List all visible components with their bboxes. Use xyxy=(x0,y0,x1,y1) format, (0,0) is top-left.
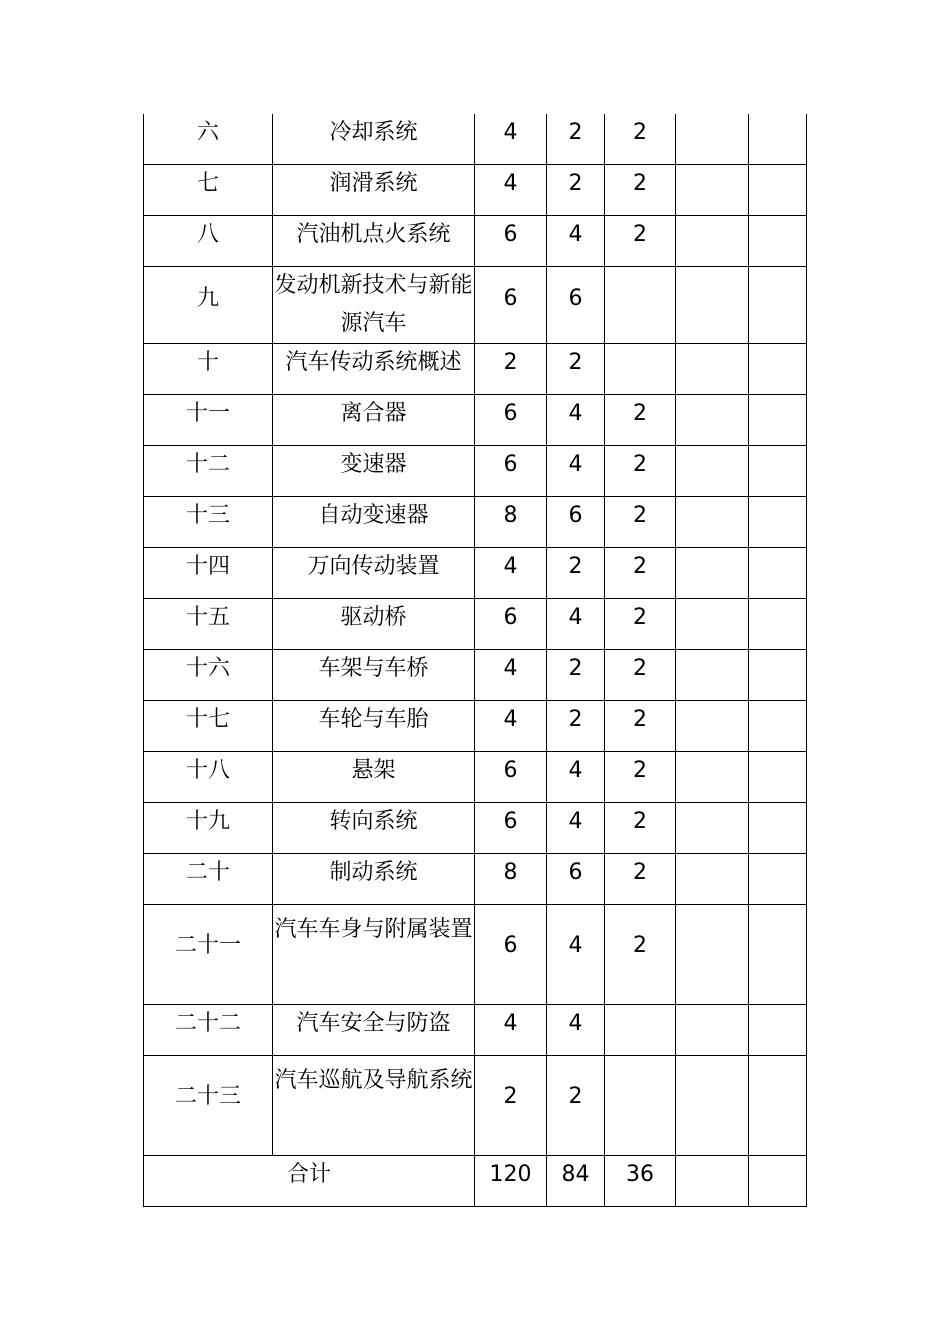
empty-cell xyxy=(676,1156,749,1207)
theory-hours-cell: 4 xyxy=(547,395,605,446)
chapter-name-cell: 万向传动装置 xyxy=(273,548,475,599)
theory-hours-cell: 6 xyxy=(547,854,605,905)
total-hours-cell: 6 xyxy=(475,599,547,650)
chapter-name-cell: 自动变速器 xyxy=(273,497,475,548)
chapter-number-cell: 十五 xyxy=(144,599,273,650)
empty-cell xyxy=(749,446,807,497)
table-row xyxy=(144,344,807,395)
total-hours-cell: 8 xyxy=(475,497,547,548)
chapter-number-cell: 十三 xyxy=(144,497,273,548)
practice-hours-cell: 2 xyxy=(605,599,676,650)
total-hours-cell: 6 xyxy=(475,446,547,497)
chapter-name-cell: 润滑系统 xyxy=(273,165,475,216)
table-row xyxy=(144,114,807,165)
empty-cell xyxy=(676,701,749,752)
chapter-name-cell: 汽油机点火系统 xyxy=(273,216,475,267)
empty-cell xyxy=(749,905,807,1005)
empty-cell xyxy=(676,650,749,701)
course-hours-table xyxy=(143,114,807,1207)
total-hours-cell: 6 xyxy=(475,267,547,344)
empty-cell xyxy=(676,803,749,854)
empty-cell xyxy=(676,446,749,497)
practice-hours-cell: 2 xyxy=(605,114,676,165)
practice-hours-cell xyxy=(605,267,676,344)
chapter-number-cell: 二十三 xyxy=(144,1056,273,1156)
theory-hours-cell: 4 xyxy=(547,905,605,1005)
empty-cell xyxy=(749,1156,807,1207)
chapter-name-cell: 离合器 xyxy=(273,395,475,446)
chapter-name-cell: 车轮与车胎 xyxy=(273,701,475,752)
practice-hours-sum-cell: 36 xyxy=(605,1156,676,1207)
total-hours-cell: 2 xyxy=(475,344,547,395)
theory-hours-cell: 4 xyxy=(547,1005,605,1056)
chapter-name-cell: 驱动桥 xyxy=(273,599,475,650)
total-hours-cell: 6 xyxy=(475,905,547,1005)
chapter-name-cell: 汽车传动系统概述 xyxy=(273,344,475,395)
theory-hours-cell: 4 xyxy=(547,752,605,803)
theory-hours-cell: 4 xyxy=(547,446,605,497)
chapter-number-cell: 七 xyxy=(144,165,273,216)
chapter-number-cell: 十七 xyxy=(144,701,273,752)
table-row xyxy=(144,599,807,650)
empty-cell xyxy=(749,395,807,446)
empty-cell xyxy=(676,1005,749,1056)
table-row xyxy=(144,1056,807,1156)
chapter-name-cell: 转向系统 xyxy=(273,803,475,854)
empty-cell xyxy=(676,905,749,1005)
chapter-number-cell: 二十一 xyxy=(144,905,273,1005)
empty-cell xyxy=(749,267,807,344)
chapter-name-cell: 变速器 xyxy=(273,446,475,497)
table-row xyxy=(144,701,807,752)
empty-cell xyxy=(676,267,749,344)
practice-hours-cell: 2 xyxy=(605,752,676,803)
table-row xyxy=(144,446,807,497)
chapter-name-cell: 冷却系统 xyxy=(273,114,475,165)
practice-hours-cell: 2 xyxy=(605,497,676,548)
total-hours-cell: 4 xyxy=(475,1005,547,1056)
total-hours-cell: 8 xyxy=(475,854,547,905)
empty-cell xyxy=(676,344,749,395)
empty-cell xyxy=(676,216,749,267)
table-row xyxy=(144,854,807,905)
total-hours-cell: 4 xyxy=(475,650,547,701)
total-hours-cell: 6 xyxy=(475,803,547,854)
total-hours-cell: 4 xyxy=(475,165,547,216)
empty-cell xyxy=(676,548,749,599)
total-hours-cell: 4 xyxy=(475,114,547,165)
total-hours-sum-cell: 120 xyxy=(475,1156,547,1207)
empty-cell xyxy=(676,497,749,548)
total-hours-cell: 6 xyxy=(475,395,547,446)
theory-hours-cell: 2 xyxy=(547,165,605,216)
total-hours-cell: 6 xyxy=(475,216,547,267)
chapter-number-cell: 十一 xyxy=(144,395,273,446)
empty-cell xyxy=(676,599,749,650)
theory-hours-cell: 4 xyxy=(547,599,605,650)
empty-cell xyxy=(749,752,807,803)
chapter-number-cell: 十八 xyxy=(144,752,273,803)
table-row xyxy=(144,267,807,344)
practice-hours-cell: 2 xyxy=(605,395,676,446)
empty-cell xyxy=(676,395,749,446)
practice-hours-cell: 2 xyxy=(605,216,676,267)
practice-hours-cell xyxy=(605,1056,676,1156)
table-row xyxy=(144,548,807,599)
practice-hours-cell: 2 xyxy=(605,165,676,216)
theory-hours-cell: 2 xyxy=(547,344,605,395)
empty-cell xyxy=(749,650,807,701)
chapter-name-cell: 悬架 xyxy=(273,752,475,803)
empty-cell xyxy=(749,165,807,216)
empty-cell xyxy=(749,803,807,854)
practice-hours-cell: 2 xyxy=(605,650,676,701)
chapter-name-cell: 车架与车桥 xyxy=(273,650,475,701)
empty-cell xyxy=(749,1056,807,1156)
chapter-number-cell: 二十二 xyxy=(144,1005,273,1056)
empty-cell xyxy=(749,216,807,267)
empty-cell xyxy=(749,1005,807,1056)
theory-hours-cell: 2 xyxy=(547,650,605,701)
empty-cell xyxy=(749,114,807,165)
chapter-number-cell: 二十 xyxy=(144,854,273,905)
theory-hours-sum-cell: 84 xyxy=(547,1156,605,1207)
table-row xyxy=(144,803,807,854)
table-row xyxy=(144,1005,807,1056)
chapter-name-cell: 发动机新技术与新能源汽车 xyxy=(273,267,475,344)
empty-cell xyxy=(749,497,807,548)
chapter-number-cell: 十 xyxy=(144,344,273,395)
practice-hours-cell: 2 xyxy=(605,803,676,854)
table-row xyxy=(144,165,807,216)
table-row xyxy=(144,497,807,548)
table-row xyxy=(144,395,807,446)
chapter-name-cell: 汽车车身与附属装置 xyxy=(273,905,475,1005)
chapter-number-cell: 十九 xyxy=(144,803,273,854)
theory-hours-cell: 6 xyxy=(547,497,605,548)
practice-hours-cell xyxy=(605,344,676,395)
practice-hours-cell: 2 xyxy=(605,446,676,497)
total-hours-cell: 2 xyxy=(475,1056,547,1156)
theory-hours-cell: 4 xyxy=(547,216,605,267)
empty-cell xyxy=(676,114,749,165)
table-row xyxy=(144,905,807,1005)
empty-cell xyxy=(676,1056,749,1156)
empty-cell xyxy=(749,599,807,650)
table-row xyxy=(144,216,807,267)
table-row xyxy=(144,752,807,803)
total-label-cell: 合计 xyxy=(144,1156,475,1207)
practice-hours-cell: 2 xyxy=(605,548,676,599)
chapter-number-cell: 十六 xyxy=(144,650,273,701)
chapter-name-cell: 汽车安全与防盗 xyxy=(273,1005,475,1056)
chapter-name-cell: 汽车巡航及导航系统 xyxy=(273,1056,475,1156)
empty-cell xyxy=(749,701,807,752)
theory-hours-cell: 4 xyxy=(547,803,605,854)
empty-cell xyxy=(676,165,749,216)
theory-hours-cell: 6 xyxy=(547,267,605,344)
total-hours-cell: 4 xyxy=(475,548,547,599)
chapter-number-cell: 十二 xyxy=(144,446,273,497)
total-row xyxy=(144,1156,807,1207)
chapter-name-cell: 制动系统 xyxy=(273,854,475,905)
chapter-number-cell: 六 xyxy=(144,114,273,165)
table-row xyxy=(144,650,807,701)
theory-hours-cell: 2 xyxy=(547,701,605,752)
theory-hours-cell: 2 xyxy=(547,114,605,165)
empty-cell xyxy=(749,344,807,395)
practice-hours-cell xyxy=(605,1005,676,1056)
theory-hours-cell: 2 xyxy=(547,1056,605,1156)
practice-hours-cell: 2 xyxy=(605,701,676,752)
theory-hours-cell: 2 xyxy=(547,548,605,599)
chapter-number-cell: 九 xyxy=(144,267,273,344)
empty-cell xyxy=(749,548,807,599)
practice-hours-cell: 2 xyxy=(605,905,676,1005)
empty-cell xyxy=(749,854,807,905)
practice-hours-cell: 2 xyxy=(605,854,676,905)
empty-cell xyxy=(676,752,749,803)
total-hours-cell: 6 xyxy=(475,752,547,803)
chapter-number-cell: 八 xyxy=(144,216,273,267)
empty-cell xyxy=(676,854,749,905)
chapter-number-cell: 十四 xyxy=(144,548,273,599)
total-hours-cell: 4 xyxy=(475,701,547,752)
